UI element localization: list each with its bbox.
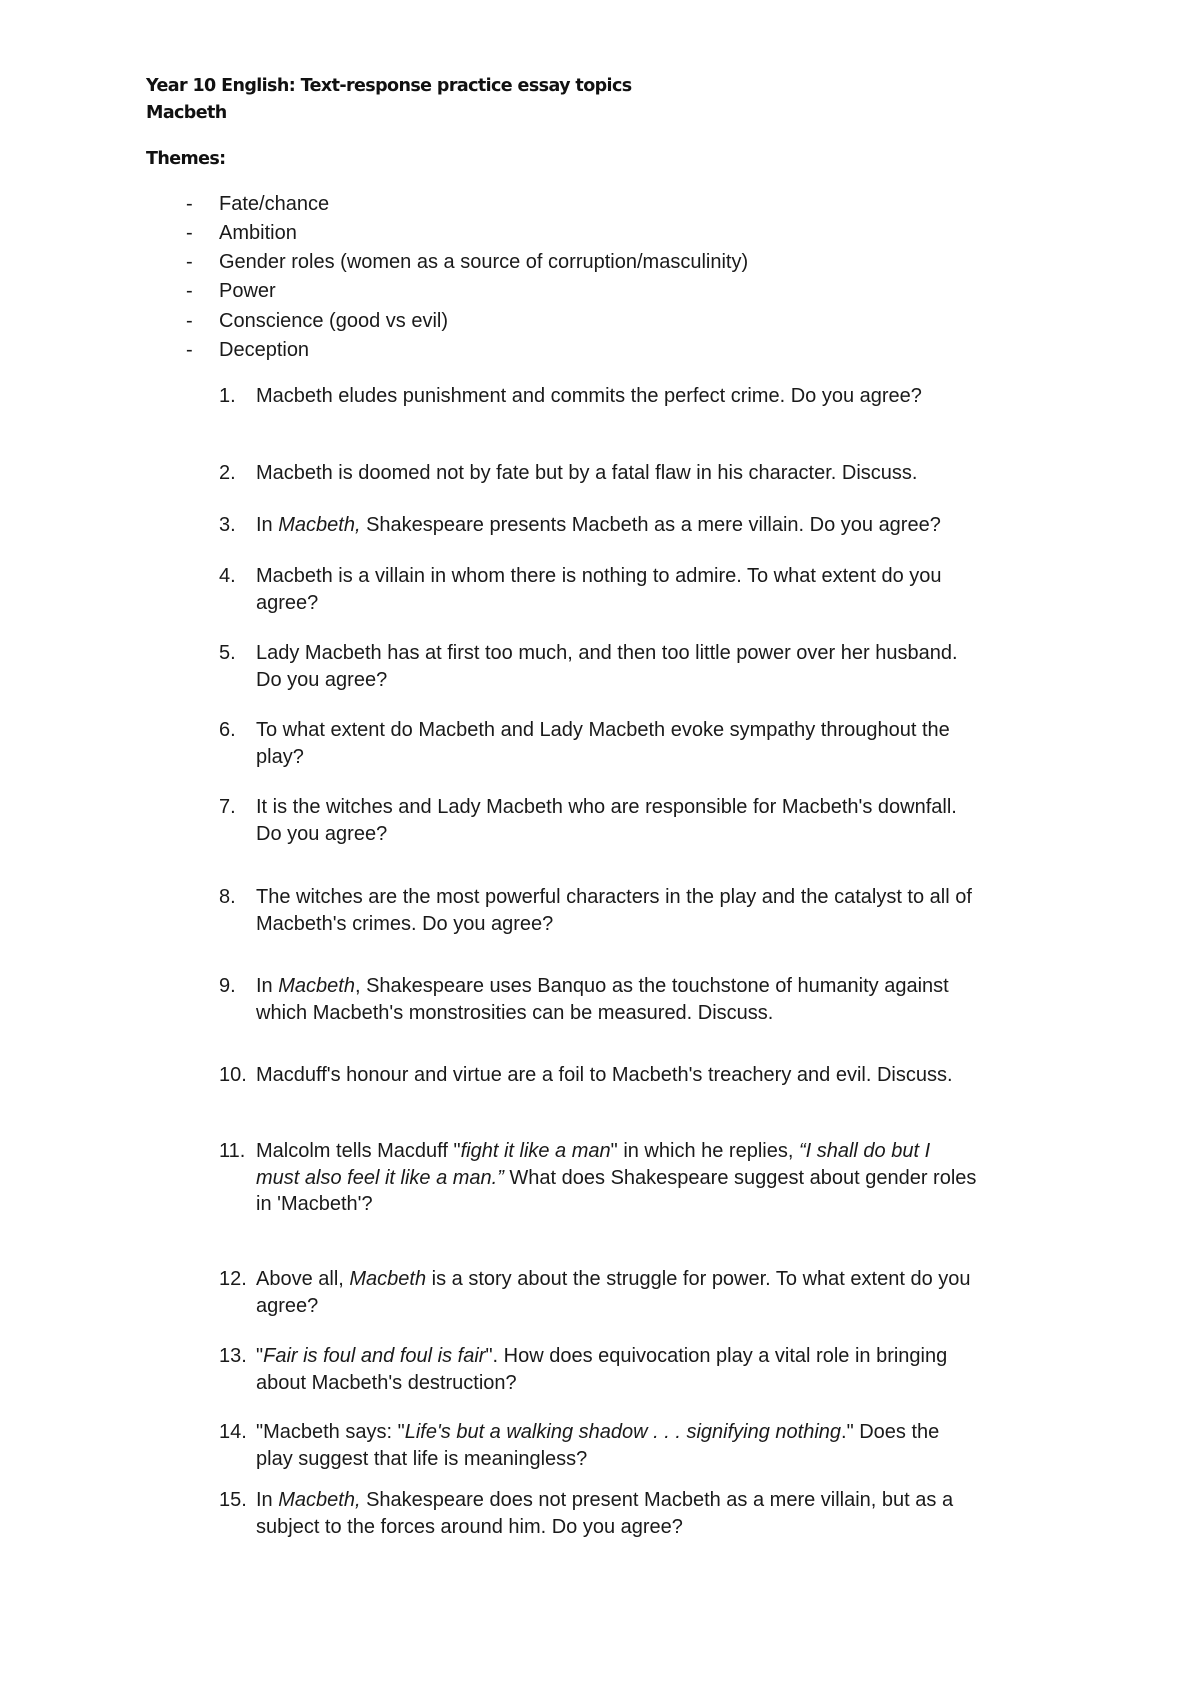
- italic-text: Macbeth: [278, 975, 355, 997]
- question-text: Macbeth is doomed not by fate but by a fatal flaw in his character. Discuss.: [256, 462, 918, 484]
- theme-item: [186, 338, 309, 362]
- question-line: [219, 884, 972, 911]
- question-item: [219, 1343, 947, 1396]
- question-text: Macbeth eludes punishment and commits the perfect crime. Do you agree?: [256, 385, 922, 407]
- question-line: [219, 1062, 953, 1089]
- question-line: [219, 717, 950, 744]
- question-text: play suggest that life is meaningless?: [256, 1447, 588, 1470]
- italic-text: must also feel it like a man.”: [256, 1166, 504, 1189]
- question-text: Shakespeare does not present Macbeth as a mere villain, but as a: [360, 1489, 954, 1511]
- themes-heading: Themes:: [146, 149, 226, 169]
- question-item: [219, 1266, 971, 1319]
- question-number: 10.: [219, 1064, 247, 1086]
- italic-text: Macbeth,: [278, 1489, 361, 1511]
- question-line: [219, 512, 941, 539]
- question-item: [219, 512, 941, 539]
- question-line: [219, 667, 958, 694]
- italic-text: fight it like a man: [460, 1140, 611, 1162]
- question-line: [219, 1165, 976, 1192]
- question-number: 5.: [219, 642, 236, 664]
- question-item: [219, 1062, 953, 1089]
- question-text: , Shakespeare uses Banquo as the touchstone of humanity against: [354, 975, 949, 997]
- question-text: play?: [256, 745, 304, 768]
- question-text: What does Shakespeare suggest about gender roles: [503, 1166, 977, 1189]
- question-number: 13.: [219, 1345, 247, 1367]
- question-number: 1.: [219, 385, 236, 407]
- question-line: [219, 1343, 947, 1370]
- question-number: 2.: [219, 462, 236, 484]
- bullet-dash: -: [186, 310, 193, 332]
- question-item: [219, 794, 957, 847]
- italic-text: Macbeth: [349, 1268, 427, 1290]
- italic-text: “I shall do but I: [798, 1140, 931, 1162]
- question-text: To what extent do Macbeth and Lady Macbeth evoke sympathy throughout the: [256, 719, 950, 741]
- question-text: The witches are the most powerful characters in the play and the catalyst to all of: [256, 886, 972, 908]
- question-item: [219, 563, 942, 616]
- theme-item: [186, 221, 297, 245]
- question-line: [219, 973, 949, 1000]
- question-text: " in which he replies,: [610, 1140, 799, 1162]
- question-line: [219, 1293, 971, 1320]
- italic-text: Fair is foul and foul is fair: [263, 1345, 486, 1367]
- document-subtitle: Macbeth: [146, 103, 227, 123]
- theme-item: [186, 250, 748, 274]
- question-text: ". How does equivocation play a vital role in bringing: [485, 1345, 948, 1367]
- question-text: It is the witches and Lady Macbeth who are responsible for Macbeth's downfall.: [256, 796, 957, 818]
- question-item: [219, 1419, 939, 1472]
- question-text: agree?: [256, 1294, 319, 1317]
- question-text: ": [256, 1345, 264, 1367]
- theme-item: [186, 192, 329, 216]
- theme-label: Deception: [219, 339, 310, 361]
- question-text: subject to the forces around him. Do you agree?: [256, 1515, 683, 1538]
- bullet-dash: -: [186, 251, 193, 273]
- question-number: 12.: [219, 1268, 247, 1290]
- question-text: Macbeth's crimes. Do you agree?: [256, 912, 554, 935]
- question-line: [219, 1514, 953, 1541]
- question-number: 4.: [219, 565, 236, 587]
- question-text: Malcolm tells Macduff ": [256, 1140, 461, 1162]
- question-item: [219, 383, 922, 410]
- question-number: 9.: [219, 975, 236, 997]
- bullet-dash: -: [186, 222, 193, 244]
- question-text: Do you agree?: [256, 822, 388, 845]
- question-item: [219, 973, 949, 1026]
- question-text: Do you agree?: [256, 668, 388, 691]
- question-line: [219, 794, 957, 821]
- theme-label: Ambition: [219, 222, 297, 244]
- question-line: [219, 1487, 953, 1514]
- italic-text: Life's but a walking shadow . . . signifying nothing: [404, 1421, 842, 1443]
- question-text: about Macbeth's destruction?: [256, 1371, 517, 1394]
- theme-label: Gender roles (women as a source of corruption/masculinity): [219, 251, 749, 273]
- bullet-dash: -: [186, 280, 193, 302]
- question-item: [219, 1138, 976, 1218]
- question-line: [219, 640, 958, 667]
- question-line: [219, 1266, 971, 1293]
- question-line: [219, 744, 950, 771]
- question-text: which Macbeth's monstrosities can be measured. Discuss.: [256, 1001, 774, 1024]
- theme-item: [186, 279, 276, 303]
- question-item: [219, 884, 972, 937]
- bullet-dash: -: [186, 339, 193, 361]
- document-title: Year 10 English: Text-response practice essay topics: [146, 76, 632, 96]
- bullet-dash: -: [186, 193, 193, 215]
- question-line: [219, 821, 957, 848]
- theme-label: Power: [219, 280, 276, 302]
- question-number: 11.: [219, 1140, 246, 1162]
- question-text: Lady Macbeth has at first too much, and then too little power over her husband.: [256, 642, 958, 664]
- question-text: "Macbeth says: ": [256, 1421, 405, 1443]
- question-text: Above all,: [256, 1268, 350, 1290]
- question-text: in 'Macbeth'?: [256, 1193, 373, 1215]
- theme-item: [186, 309, 448, 333]
- question-number: 8.: [219, 886, 236, 908]
- question-number: 15.: [219, 1489, 247, 1511]
- question-line: [219, 1370, 947, 1397]
- question-number: 3.: [219, 514, 236, 536]
- question-line: [219, 911, 972, 938]
- question-text: In: [256, 1489, 279, 1511]
- question-number: 14.: [219, 1421, 247, 1443]
- theme-label: Conscience (good vs evil): [219, 310, 448, 332]
- question-text: Shakespeare presents Macbeth as a mere villain. Do you agree?: [360, 514, 941, 536]
- theme-label: Fate/chance: [219, 193, 330, 215]
- question-line: [219, 563, 942, 590]
- question-text: is a story about the struggle for power. To what extent do you: [426, 1268, 971, 1290]
- question-line: [219, 460, 917, 487]
- question-text: In: [256, 514, 279, 536]
- question-text: Macbeth is a villain in whom there is nothing to admire. To what extent do you: [256, 565, 942, 587]
- question-text: ." Does the: [841, 1421, 940, 1443]
- question-line: [219, 590, 942, 617]
- question-item: [219, 640, 958, 693]
- question-number: 6.: [219, 719, 236, 741]
- question-text: Macduff's honour and virtue are a foil to Macbeth's treachery and evil. Discuss.: [256, 1064, 953, 1086]
- question-item: [219, 1487, 953, 1540]
- question-line: [219, 1000, 949, 1027]
- question-item: [219, 460, 917, 487]
- question-line: [219, 1191, 976, 1218]
- question-line: [219, 1419, 939, 1446]
- question-line: [219, 1138, 976, 1165]
- question-text: agree?: [256, 591, 319, 614]
- italic-text: Macbeth,: [278, 514, 361, 536]
- question-item: [219, 717, 950, 770]
- question-number: 7.: [219, 796, 236, 818]
- question-line: [219, 1446, 939, 1473]
- question-text: In: [256, 975, 279, 997]
- question-line: [219, 383, 922, 410]
